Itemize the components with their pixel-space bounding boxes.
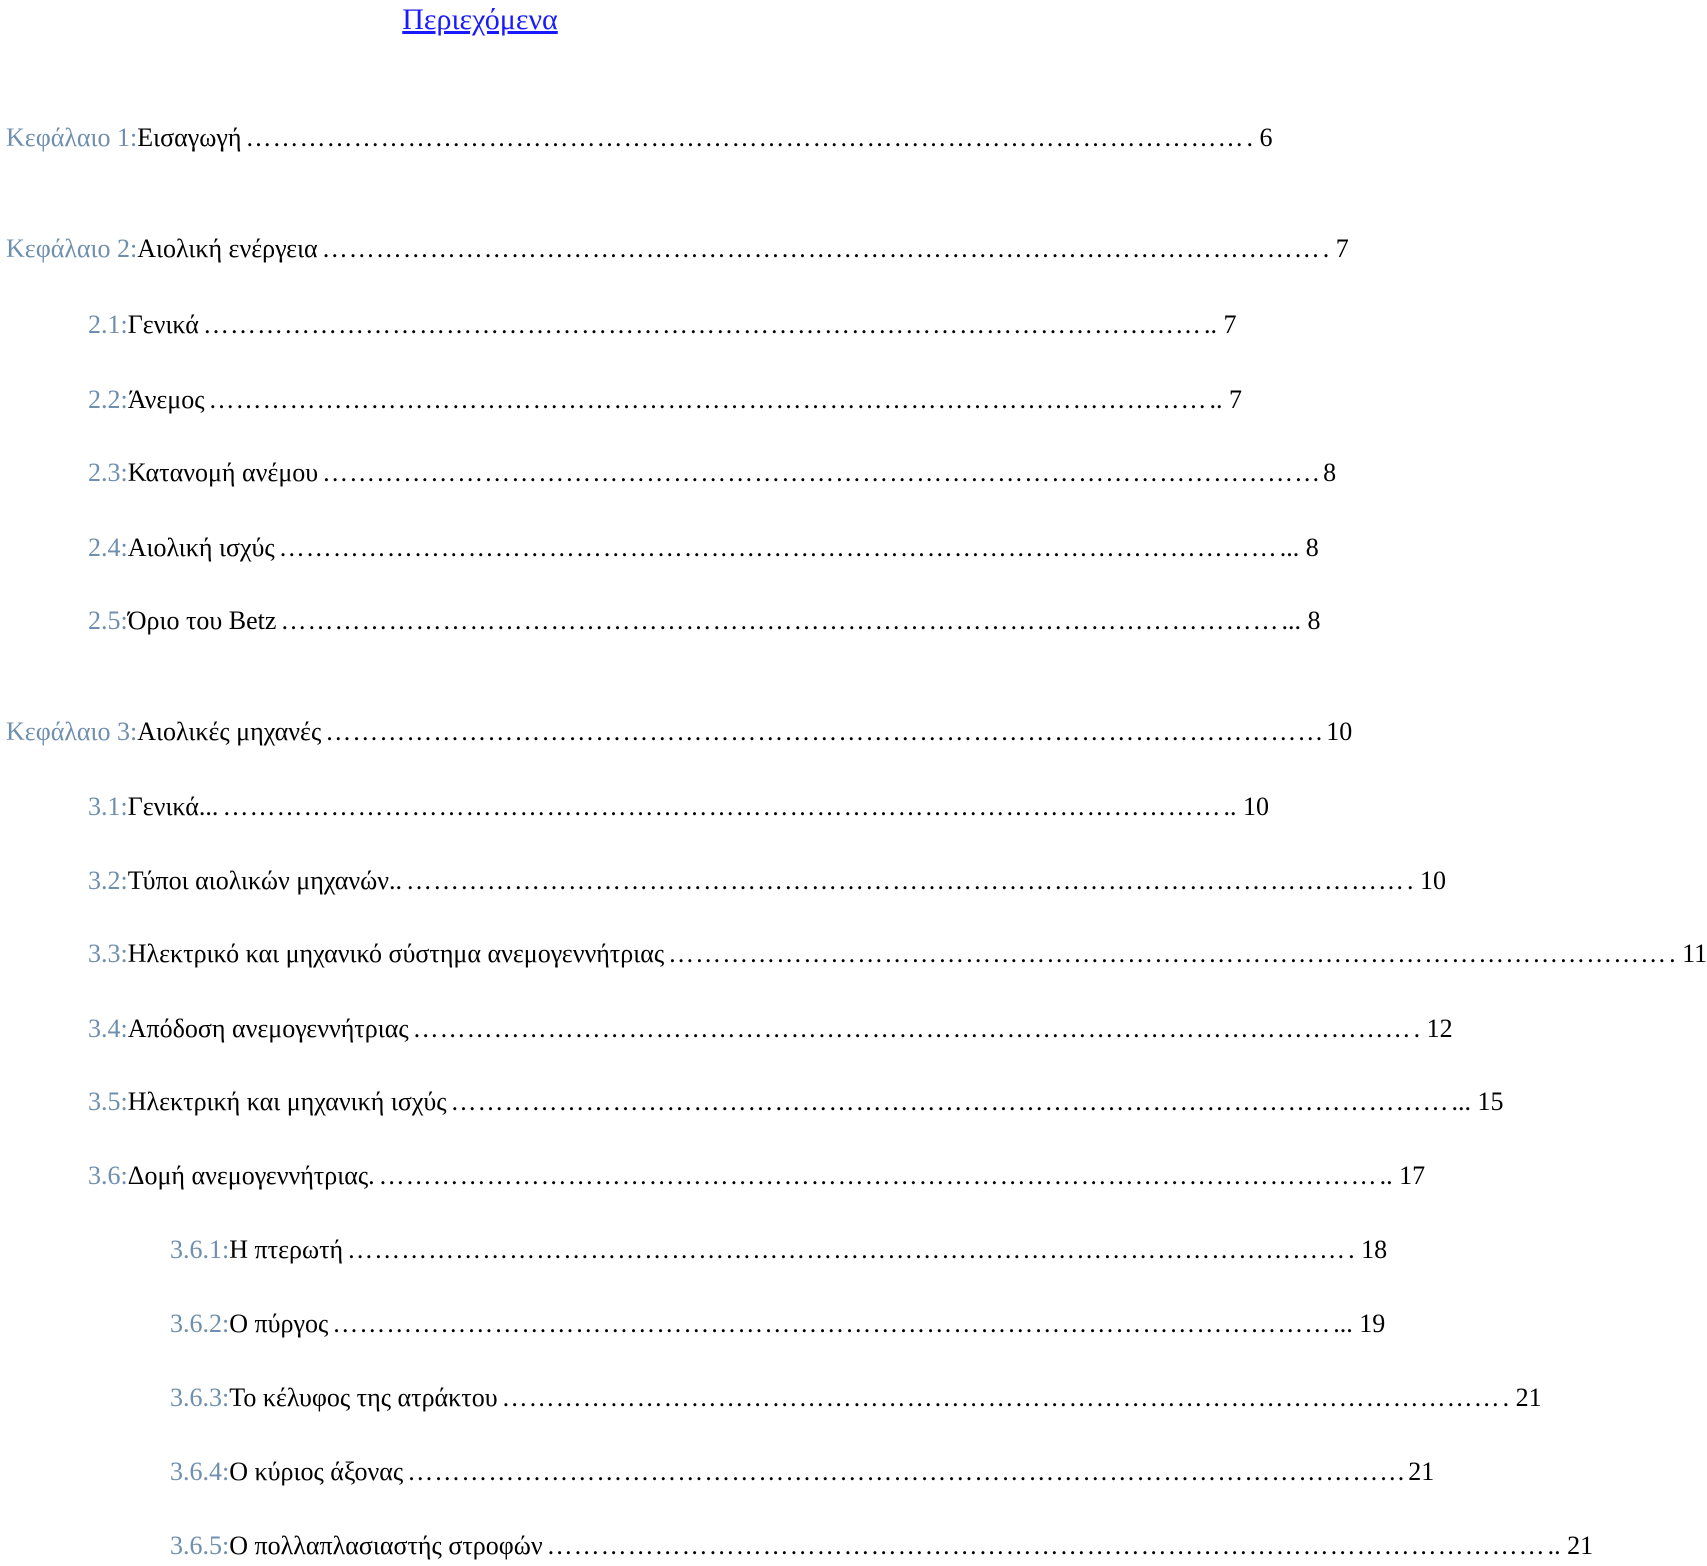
toc-entry-page: 8: [1323, 458, 1337, 487]
toc-dot-leader: …………………………………………………………………………………………………: [222, 792, 1222, 821]
toc-entry-number: Κεφάλαιο 2:: [6, 234, 138, 263]
toc-entry-label: Ηλεκτρική και μηχανική ισχύς: [127, 1087, 447, 1116]
toc-entry-label: Αιολική ενέργεια: [137, 234, 318, 263]
toc-entry-page: . 10: [1407, 866, 1447, 895]
toc-entry-label: Η πτερωτή: [229, 1235, 344, 1264]
toc-entry-number: 3.6.4:: [170, 1457, 230, 1486]
toc-entry-label: Όριο του Betz: [127, 606, 277, 635]
toc-entry-page: . 21: [1502, 1383, 1542, 1412]
toc-dot-leader: …………………………………………………………………………………………………: [208, 385, 1208, 414]
toc-entry-page: . 11: [1669, 939, 1707, 968]
toc-dot-leader: …………………………………………………………………………………………………: [278, 533, 1278, 562]
toc-entry-number: Κεφάλαιο 1:: [6, 123, 138, 152]
toc-entry-number: 3.6.3:: [170, 1383, 230, 1412]
toc-entry-3-6-2[interactable]: [170, 1306, 1386, 1342]
toc-entry-page: ... 19: [1333, 1309, 1386, 1338]
toc-dot-leader: …………………………………………………………………………………………………: [378, 1161, 1378, 1190]
toc-entry-label: Ο πολλαπλασιαστής στροφών: [229, 1531, 543, 1560]
toc-entry-chapter-3[interactable]: [6, 714, 1353, 750]
toc-dot-leader: …………………………………………………………………………………………………: [412, 1014, 1412, 1043]
toc-entry-label: Αιολικές μηχανές: [137, 717, 322, 746]
toc-entry-number: 2.5:: [88, 606, 128, 635]
toc-entry-number: 3.5:: [88, 1087, 128, 1116]
toc-entry-number: 3.6:: [88, 1161, 128, 1190]
toc-entry-label: Ηλεκτρικό και μηχανικό σύστημα ανεμογεννήτριας: [127, 939, 665, 968]
toc-dot-leader: …………………………………………………………………………………………………: [347, 1235, 1347, 1264]
toc-dot-leader: …………………………………………………………………………………………………: [450, 1087, 1450, 1116]
toc-dot-leader: …………………………………………………………………………………………………: [332, 1309, 1332, 1338]
toc-entry-page: .. 10: [1223, 792, 1269, 821]
toc-dot-leader: …………………………………………………………………………………………………: [325, 717, 1325, 746]
toc-entry-page: .. 7: [1209, 385, 1242, 414]
toc-entry-3-5[interactable]: [88, 1084, 1504, 1120]
toc-entry-label: Ο πύργος: [229, 1309, 329, 1338]
toc-entry-label: Το κέλυφος της ατράκτου: [229, 1383, 498, 1412]
toc-entry-number: 3.6.5:: [170, 1531, 230, 1560]
page-title[interactable]: Περιεχόμενα: [402, 3, 558, 36]
toc-entry-chapter-1[interactable]: [6, 120, 1273, 156]
toc-entry-3-4[interactable]: [88, 1011, 1453, 1047]
toc-entry-page: 10: [1326, 717, 1353, 746]
toc-entry-number: 3.3:: [88, 939, 128, 968]
toc-entry-label: Αιολική ισχύς: [127, 533, 275, 562]
toc-entry-page: . 7: [1322, 234, 1349, 263]
toc-entry-2-2[interactable]: [88, 382, 1242, 418]
toc-dot-leader: …………………………………………………………………………………………………: [202, 310, 1202, 339]
toc-entry-label: Ο κύριος άξονας: [229, 1457, 404, 1486]
toc-entry-label: Άνεμος: [127, 385, 205, 414]
toc-entry-chapter-2[interactable]: [6, 231, 1349, 267]
toc-dot-leader: …………………………………………………………………………………………………: [280, 606, 1280, 635]
toc-entry-page: ... 8: [1279, 533, 1319, 562]
toc-entry-3-6[interactable]: [88, 1158, 1426, 1194]
toc-dot-leader: …………………………………………………………………………………………………: [501, 1383, 1501, 1412]
toc-entry-page: ... 15: [1451, 1087, 1504, 1116]
toc-entry-3-3[interactable]: [88, 936, 1707, 972]
toc-entry-page: .. 7: [1203, 310, 1237, 339]
toc-entry-page: . 6: [1246, 123, 1273, 152]
toc-entry-label: Τύποι αιολικών μηχανών..: [127, 866, 403, 895]
toc-dot-leader: …………………………………………………………………………………………………: [321, 234, 1321, 263]
toc-entry-number: 3.6.1:: [170, 1235, 230, 1264]
toc-entry-3-6-1[interactable]: [170, 1232, 1388, 1268]
toc-entry-3-1[interactable]: [88, 789, 1269, 825]
toc-entry-3-6-3[interactable]: [170, 1380, 1542, 1416]
toc-dot-leader: …………………………………………………………………………………………………: [406, 866, 1406, 895]
toc-entry-number: 2.1:: [88, 310, 128, 339]
toc-entry-page: . 12: [1413, 1014, 1453, 1043]
toc-entry-3-6-4[interactable]: [170, 1454, 1435, 1490]
toc-entry-number: Κεφάλαιο 3:: [6, 717, 138, 746]
toc-entry-label: Δομή ανεμογεννήτριας.: [127, 1161, 375, 1190]
toc-entry-3-2[interactable]: [88, 863, 1447, 899]
toc-entry-number: 2.4:: [88, 533, 128, 562]
toc-dot-leader: …………………………………………………………………………………………………: [668, 939, 1668, 968]
toc-entry-page: .. 21: [1547, 1531, 1594, 1560]
toc-entry-number: 2.2:: [88, 385, 128, 414]
toc-dot-leader: …………………………………………………………………………………………………: [546, 1531, 1546, 1560]
toc-entry-label: Γενικά...: [127, 792, 219, 821]
toc-entry-page: ... 8: [1281, 606, 1321, 635]
toc-entry-number: 3.6.2:: [170, 1309, 230, 1338]
toc-entry-number: 3.2:: [88, 866, 128, 895]
toc-entry-2-4[interactable]: [88, 530, 1319, 566]
toc-entry-page: 21: [1408, 1457, 1435, 1486]
toc-entry-2-3[interactable]: [88, 455, 1337, 491]
toc-entry-page: . 18: [1348, 1235, 1388, 1264]
toc-entry-2-1[interactable]: [88, 307, 1237, 343]
toc-entry-3-6-5[interactable]: [170, 1528, 1594, 1564]
toc-entry-page: .. 17: [1379, 1161, 1426, 1190]
toc-entry-label: Εισαγωγή: [137, 123, 242, 152]
toc-entry-number: 2.3:: [88, 458, 128, 487]
toc-entry-label: Απόδοση ανεμογεννήτριας: [127, 1014, 409, 1043]
toc-dot-leader: …………………………………………………………………………………………………: [407, 1457, 1407, 1486]
toc-entry-number: 3.1:: [88, 792, 128, 821]
toc-entry-label: Κατανομή ανέμου: [127, 458, 319, 487]
toc-entry-2-5[interactable]: [88, 603, 1321, 639]
toc-entry-number: 3.4:: [88, 1014, 128, 1043]
toc-entry-label: Γενικά: [127, 310, 199, 339]
toc-dot-leader: …………………………………………………………………………………………………: [245, 123, 1245, 152]
toc-dot-leader: …………………………………………………………………………………………………: [322, 458, 1322, 487]
